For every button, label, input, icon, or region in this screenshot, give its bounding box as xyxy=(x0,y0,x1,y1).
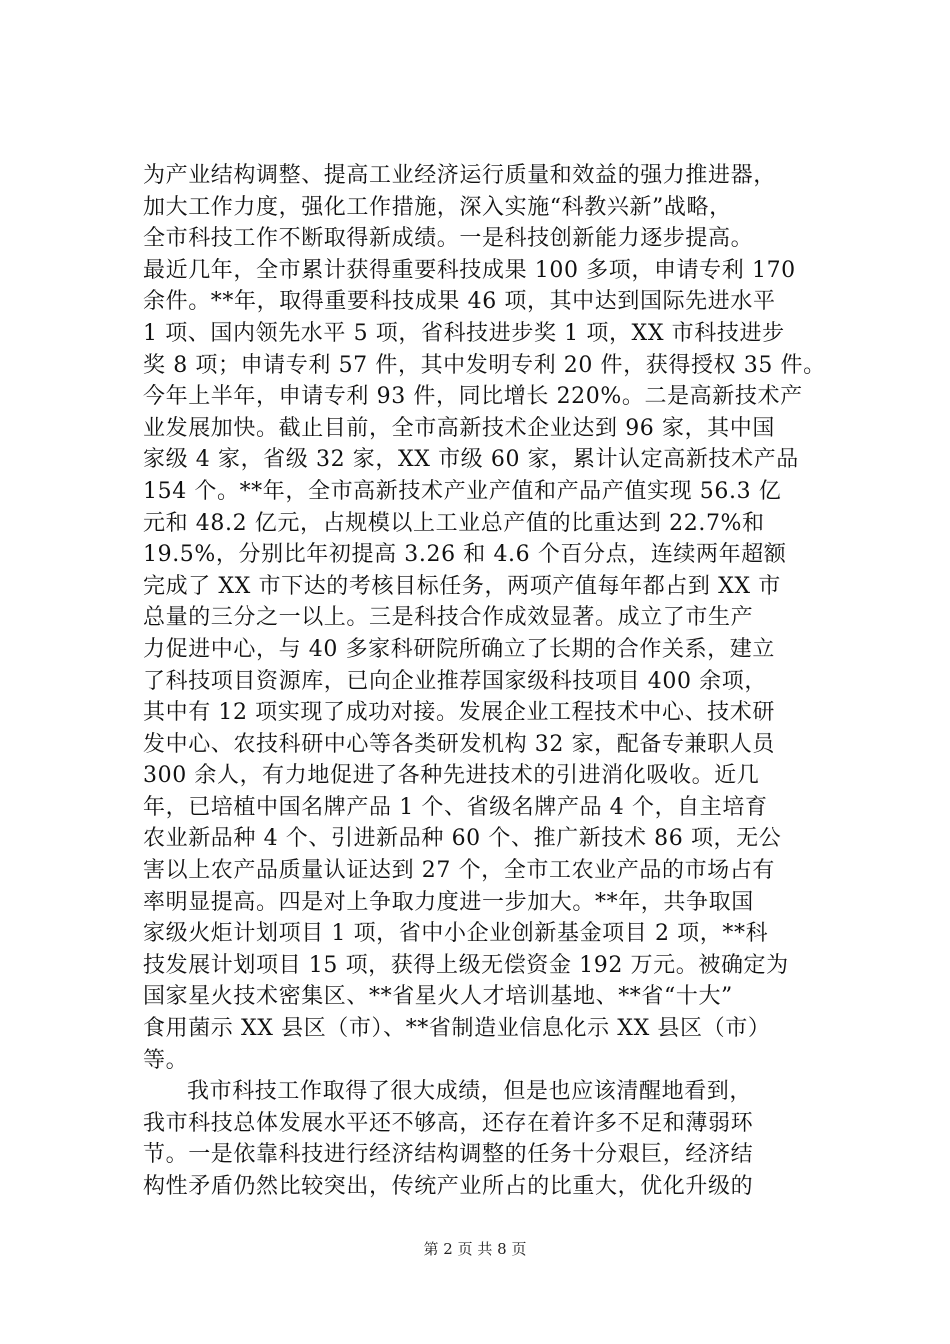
text-line: 力促进中心，与 40 多家科研院所确立了长期的合作关系，建立 xyxy=(143,636,775,662)
text-line: 最近几年，全市累计获得重要科技成果 100 多项，申请专利 170 xyxy=(143,257,796,283)
text-line: 了科技项目资源库，已向企业推荐国家级科技项目 400 余项， xyxy=(143,668,767,694)
text-line: 完成了 XX 市下达的考核目标任务，两项产值每年都占到 XX 市 xyxy=(143,573,781,599)
text-line: 业发展加快。截止目前，全市高新技术企业达到 96 家，其中国 xyxy=(143,415,775,441)
text-line: 国家星火技术密集区、**省星火人才培训基地、**省“十大” xyxy=(143,984,733,1010)
text-line: 害以上农产品质量认证达到 27 个，全市工农业产品的市场占有 xyxy=(143,858,775,884)
body-text xyxy=(143,160,833,1203)
text-line: 加大工作力度，强化工作措施，深入实施“科教兴新”战略， xyxy=(143,194,732,220)
text-line: 全市科技工作不断取得新成绩。一是科技创新能力逐步提高。 xyxy=(143,226,754,252)
text-line: 300 余人，有力地促进了各种先进技术的引进消化吸收。近几 xyxy=(143,763,760,789)
text-line: 奖 8 项；申请专利 57 件，其中发明专利 20 件，获得授权 35 件。 xyxy=(143,352,826,378)
text-line: 农业新品种 4 个、引进新品种 60 个、推广新技术 86 项，无公 xyxy=(143,826,782,852)
text-line: 1 项、国内领先水平 5 项，省科技进步奖 1 项，XX 市科技进步 xyxy=(143,320,785,346)
paragraph-first-line: 我市科技工作取得了很大成绩，但是也应该清醒地看到， xyxy=(187,1079,753,1105)
text-line: 率明显提高。四是对上争取力度进一步加大。**年，共争取国 xyxy=(143,889,754,915)
text-line: 家级 4 家，省级 32 家，XX 市级 60 家，累计认定高新技术产品 xyxy=(143,447,799,473)
text-line: 为产业结构调整、提高工业经济运行质量和效益的强力推进器， xyxy=(143,163,776,188)
text-line: 等。 xyxy=(143,1047,189,1073)
text-line: 总量的三分之一以上。三是科技合作成效显著。成立了市生产 xyxy=(143,605,754,631)
text-line: 节。一是依靠科技进行经济结构调整的任务十分艰巨，经济结 xyxy=(143,1142,754,1168)
text-line: 发中心、农技科研中心等各类研发机构 32 家，配备专兼职人员 xyxy=(143,731,775,757)
text-line: 元和 48.2 亿元，占规模以上工业总产值的比重达到 22.7%和 xyxy=(143,510,765,536)
text-line: 我市科技总体发展水平还不够高，还存在着许多不足和薄弱环 xyxy=(143,1110,754,1136)
text-line: 技发展计划项目 15 项，获得上级无偿资金 192 万元。被确定为 xyxy=(143,952,789,978)
text-line: 其中有 12 项实现了成功对接。发展企业工程技术中心、技术研 xyxy=(143,700,775,726)
text-line: 19.5%，分别比年初提高 3.26 和 4.6 个百分点，连续两年超额 xyxy=(143,542,787,568)
text-line: 今年上半年，申请专利 93 件，同比增长 220%。二是高新技术产 xyxy=(143,384,803,410)
text-line: 家级火炬计划项目 1 项，省中小企业创新基金项目 2 项，**科 xyxy=(143,921,769,947)
page-number-footer: 第 2 页 共 8 页 xyxy=(423,1240,527,1258)
text-line: 年，已培植中国名牌产品 1 个、省级名牌产品 4 个，自主培育 xyxy=(143,794,768,820)
text-line: 余件。**年，取得重要科技成果 46 项，其中达到国际先进水平 xyxy=(143,289,776,315)
text-line: 构性矛盾仍然比较突出，传统产业所占的比重大，优化升级的 xyxy=(143,1174,754,1199)
text-line: 食用菌示 XX 县区（市）、**省制造业信息化示 XX 县区（市） xyxy=(143,1016,771,1042)
text-line: 154 个。**年，全市高新技术产业产值和产品产值实现 56.3 亿 xyxy=(143,478,782,504)
